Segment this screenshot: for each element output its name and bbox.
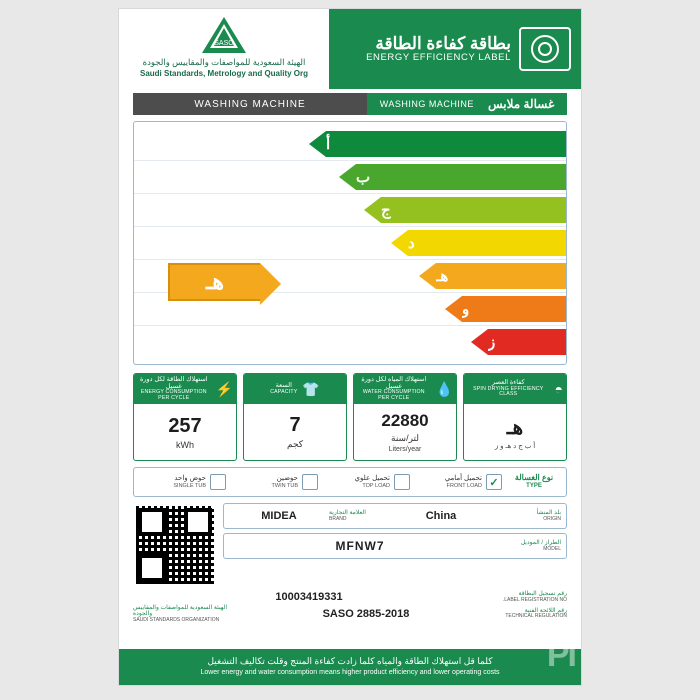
spin-icon: ◓: [554, 381, 563, 397]
checkbox-top-load[interactable]: [394, 474, 410, 490]
grade-label-e: هـ: [436, 263, 566, 289]
brand-label: العلامة التجارية BRAND: [329, 510, 366, 522]
metric-capacity-body: [244, 404, 346, 460]
standard-org-label: الهيئة السعودية للمواصفات والمقاييس والجودة SAUDI STANDARDS ORGANIZATION: [133, 605, 228, 623]
grade-row-d: [134, 227, 566, 260]
product-bar: [133, 93, 567, 115]
metric-energy-unit: kWh: [176, 439, 194, 450]
registration-label: رقم تسجيل البطاقة LABEL REGISTRATION NO.: [502, 591, 567, 603]
efficiency-scale: [133, 121, 567, 365]
metric-water: [353, 373, 457, 461]
metric-spin-title-en: SPIN DRYING EFFICIENCY CLASS: [473, 385, 544, 398]
product-name-en-small: WASHING MACHINE: [133, 93, 367, 115]
bottom-info: [133, 503, 567, 587]
row-origin-brand: [223, 503, 567, 529]
metric-capacity-title-ar: السعة: [275, 381, 292, 389]
metric-water-title-en: WATER CONSUMPTION PER CYCLE: [362, 389, 425, 401]
metric-water-note: Liters/year: [388, 446, 422, 453]
metric-water-unit: لتر/سنة: [391, 433, 420, 443]
product-name-ar: غسالة ملابس: [487, 97, 555, 111]
org-name-en: Saudi Standards, Metrology and Quality Org: [139, 69, 309, 78]
grade-row-a: [134, 128, 566, 161]
type-label-single-tub: حوض واحد SINGLE TUB: [173, 475, 206, 489]
washing-machine-icon: [519, 27, 571, 71]
registration-row: [133, 591, 567, 603]
brand-value: MIDEA: [261, 510, 297, 522]
grade-label-b: ب: [356, 164, 566, 190]
metric-energy-body: [134, 404, 236, 460]
metric-energy-header: [134, 374, 236, 404]
machine-type-title-ar: نوع الغسالة: [514, 473, 554, 483]
metric-capacity: [243, 373, 347, 461]
model-label: الطراز / الموديل MODEL: [520, 540, 561, 552]
svg-text:SASO: SASO: [214, 40, 234, 47]
label-header: [119, 9, 581, 89]
metric-spin-body: [464, 404, 566, 460]
metric-spin-header: [464, 374, 566, 404]
metric-capacity-value: 7: [289, 414, 301, 436]
product-name-block: [367, 93, 567, 115]
footer-text-ar: كلما قل استهلاك الطاقة والمياه كلما زادت كفاءة المنتج وقلت تكاليف التشغيل: [207, 656, 493, 666]
type-label-twin-tub: حوضين TWIN TUB: [271, 475, 298, 489]
metrics-row: [133, 373, 567, 461]
metric-spin-title-ar: كفاءة العصر: [491, 379, 525, 387]
standard-value: SASO 2885-2018: [322, 607, 410, 620]
faucet-icon: 💧: [435, 381, 453, 397]
type-option-twin-tub[interactable]: [232, 474, 318, 490]
type-option-front-load[interactable]: [416, 474, 502, 490]
model-value: MFNW7: [335, 539, 385, 553]
grade-row-e: [134, 260, 566, 293]
metric-energy: [133, 373, 237, 461]
metric-energy-title-ar: استهلاك الطاقة لكل دورة غسيل: [139, 375, 208, 390]
origin-value: China: [425, 510, 457, 522]
tshirt-icon: 👕: [302, 381, 320, 397]
org-identity: [119, 9, 329, 89]
product-name-en: WASHING MACHINE: [379, 99, 474, 109]
energy-label-card: [118, 8, 582, 686]
label-title-text: [366, 34, 511, 64]
org-name-ar: الهيئة السعودية للمواصفات والمقاييس والجودة: [142, 57, 306, 67]
metric-spin-value: هـ: [506, 416, 524, 439]
grade-label-a: أ: [326, 131, 566, 157]
metric-energy-title-en: ENERGY CONSUMPTION PER CYCLE: [140, 389, 207, 401]
metric-water-value: 22880: [381, 411, 429, 430]
checkbox-front-load[interactable]: ✓: [486, 474, 502, 490]
metric-capacity-header: [244, 374, 346, 404]
checkbox-twin-tub[interactable]: [302, 474, 318, 490]
label-title-ar: بطاقة كفاءة الطاقة: [375, 33, 511, 53]
footer-text-en: Lower energy and water consumption means higher product efficiency and lower operating costs: [200, 669, 500, 677]
grade-label-f: و: [462, 296, 566, 322]
origin-label: بلد المنشأ ORIGIN: [536, 510, 561, 522]
label-title-en: ENERGY EFFICIENCY LABEL: [366, 52, 511, 64]
standard-label: رقم اللائحة الفنية TECHNICAL REGULATION: [505, 608, 567, 620]
label-title-block: [329, 9, 581, 89]
lightning-icon: ⚡: [215, 381, 233, 397]
type-label-top-load: تحميل علوي TOP LOAD: [354, 475, 390, 489]
grade-row-c: [134, 194, 566, 227]
metric-water-header: [354, 374, 456, 404]
row-model: [223, 533, 567, 559]
grade-label-d: د: [408, 230, 566, 256]
grade-row-f: [134, 293, 566, 326]
metric-spin-class: [463, 373, 567, 461]
standard-row: [133, 605, 567, 623]
selected-grade-pointer: هـ: [168, 263, 260, 301]
metric-energy-value: 257: [168, 414, 202, 437]
machine-type-title: [508, 474, 560, 489]
machine-type-row: [133, 467, 567, 497]
grade-label-g: ز: [488, 329, 566, 355]
label-footer: [119, 636, 581, 685]
bottom-info-rows: [223, 503, 567, 587]
type-option-single-tub[interactable]: [140, 474, 226, 490]
metric-capacity-unit: كجم: [286, 439, 304, 449]
saso-logo-icon: [200, 15, 248, 55]
type-label-front-load: تحميل أمامي FRONT LOAD: [444, 475, 482, 489]
grade-row-b: [134, 161, 566, 194]
grade-label-c: ج: [381, 197, 566, 223]
grade-row-g: [134, 326, 566, 358]
metric-water-body: [354, 404, 456, 460]
registration-value: 10003419331: [275, 591, 343, 603]
machine-type-title-en: TYPE: [526, 483, 542, 490]
watermark: PI: [546, 636, 575, 674]
metric-capacity-title-en: CAPACITY: [270, 388, 298, 395]
checkbox-single-tub[interactable]: [210, 474, 226, 490]
metric-water-title-ar: استهلاك المياه لكل دورة غسيل: [361, 375, 427, 390]
metric-spin-note: أ ب ج د هـ و ز: [494, 442, 536, 450]
type-option-top-load[interactable]: [324, 474, 410, 490]
qr-code[interactable]: [133, 503, 217, 587]
